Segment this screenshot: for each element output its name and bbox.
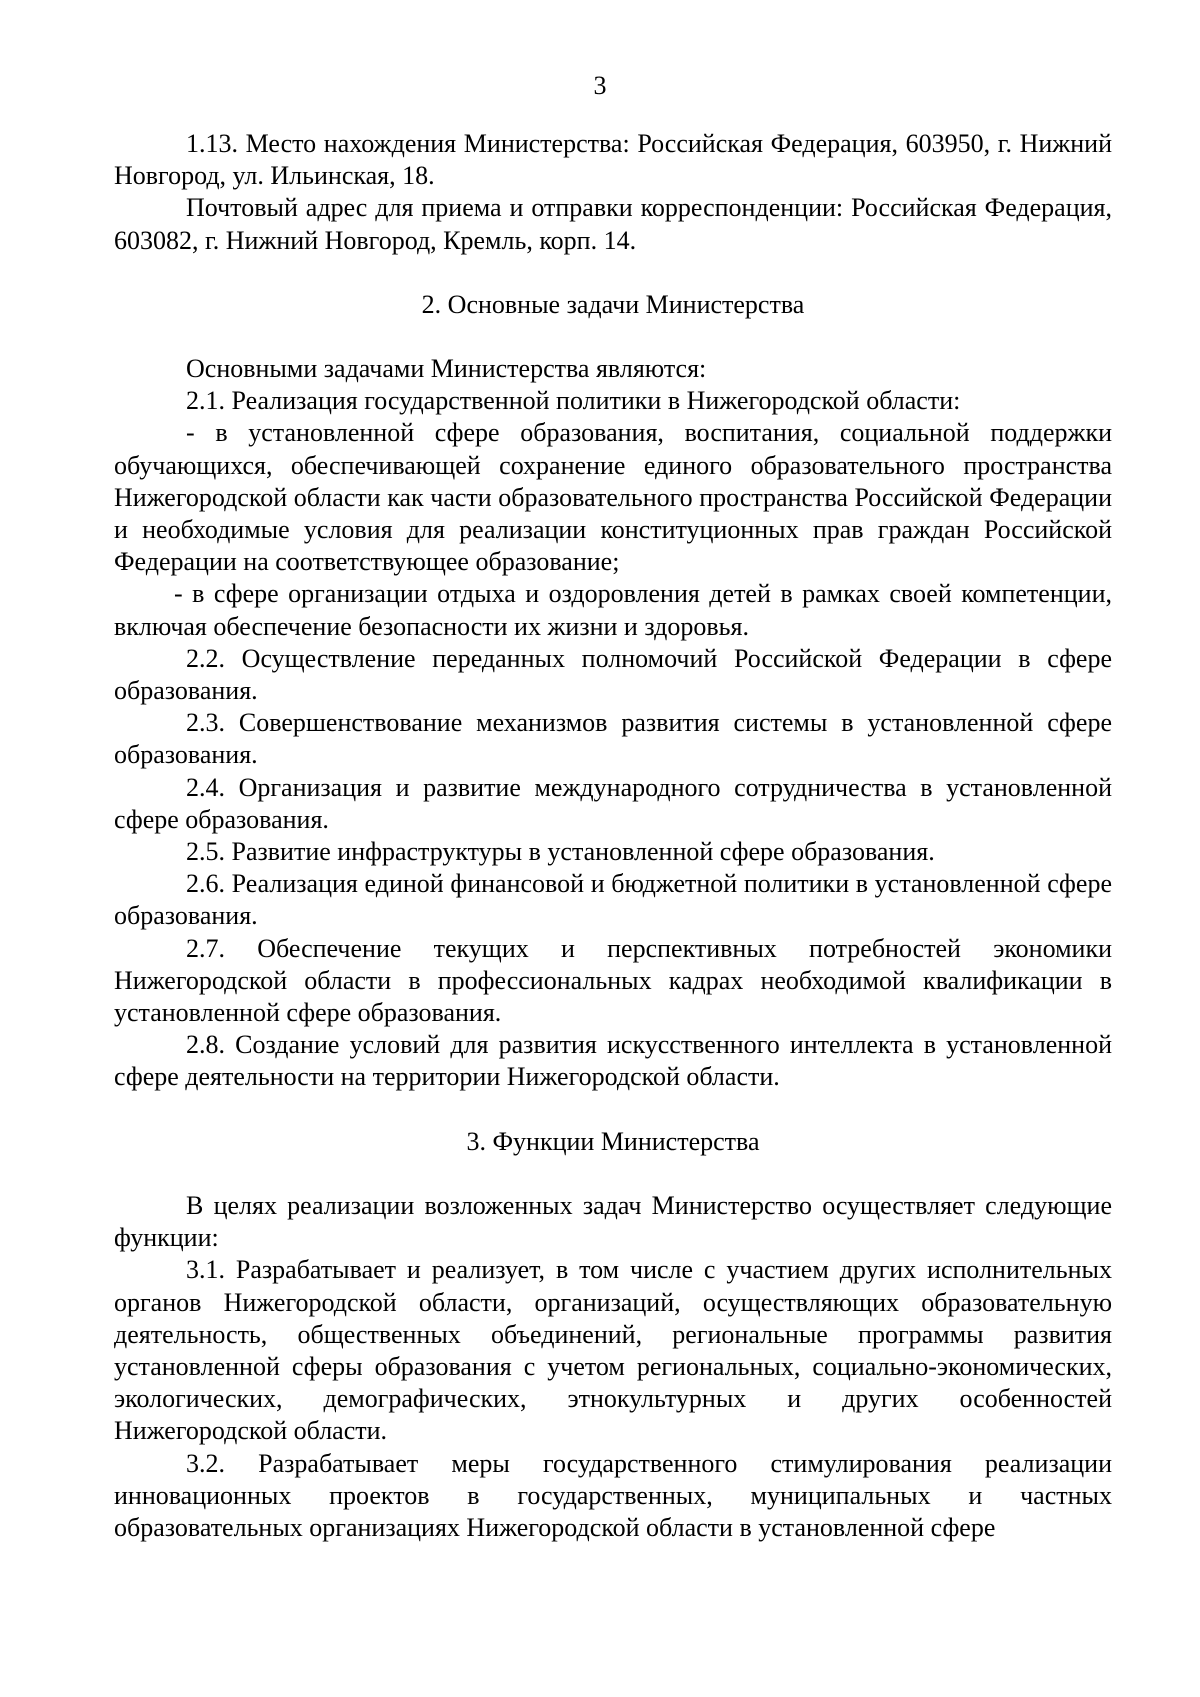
para-2-3: 2.3. Совершенствование механизмов развития системы в установленной сфере образования.: [114, 708, 1112, 770]
spacer: [114, 257, 1112, 289]
spacer: [114, 1158, 1112, 1190]
para-3-2: 3.2. Разрабатывает меры государственного стимулирования реализации инновационных проектов в государственных, муниципальных и частных образовательных организациях Нижегородской области в установленной сфере: [114, 1448, 1112, 1542]
document-body: [114, 128, 1112, 1544]
para-2-5: 2.5. Развитие инфраструктуры в установленной сфере образования.: [186, 837, 935, 867]
para-2-1-a: - в установленной сфере образования, воспитания, социальной поддержки обучающихся, обеспечивающей сохранение единого образовательного пространства Нижегородской области как части образовательного пространства Российской Федерации и необходимые условия для реализации конституционных прав граждан Российской Федерации на соответствующее образование;: [114, 418, 1112, 577]
para-1-13: 1.13. Место нахождения Министерства: Российская Федерация, 603950, г. Нижний Новгород, ул. Ильинская, 18.: [114, 129, 1112, 191]
spacer: [114, 1094, 1112, 1126]
para-2-6: 2.6. Реализация единой финансовой и бюджетной политики в установленной сфере образования.: [114, 869, 1112, 931]
para-2-1: 2.1. Реализация государственной политики в Нижегородской области:: [186, 386, 961, 416]
spacer: [114, 321, 1112, 353]
para-postal-address: Почтовый адрес для приема и отправки корреспонденции: Российская Федерация, 603082, г. Нижний Новгород, Кремль, корп. 14.: [114, 193, 1112, 255]
heading-section-2: 2. Основные задачи Министерства: [421, 289, 805, 319]
page-number: 3: [593, 71, 607, 100]
para-tasks-intro: Основными задачами Министерства являются:: [186, 354, 707, 384]
para-2-2: 2.2. Осуществление переданных полномочий Российской Федерации в сфере образования.: [114, 643, 1112, 706]
para-3-1: 3.1. Разрабатывает и реализует, в том числе с участием других исполнительных органов Нижегородской области, организаций, осуществляющих образовательную деятельность, общественных объединений, региональные программы развития установленной сферы образования с учетом региональных, социально-экономических, экологических, демографических, этнокультурных и других особенностей Нижегородской области.: [114, 1255, 1112, 1446]
para-2-7: 2.7. Обеспечение текущих и перспективных потребностей экономики Нижегородской области в профессиональных кадрах необходимой квалификации в установленной сфере образования.: [114, 933, 1112, 1028]
para-2-4: 2.4. Организация и развитие международного сотрудничества в установленной сфере образования.: [114, 772, 1112, 834]
para-functions-intro: В целях реализации возложенных задач Министерство осуществляет следующие функции:: [114, 1190, 1112, 1253]
heading-section-3: 3. Функции Министерства: [466, 1126, 760, 1156]
para-2-1-b: - в сфере организации отдыха и оздоровления детей в рамках своей компетенции, включая обеспечение безопасности их жизни и здоровья.: [114, 579, 1112, 641]
para-2-8: 2.8. Создание условий для развития искусственного интеллекта в установленной сфере деятельности на территории Нижегородской области.: [114, 1030, 1112, 1092]
